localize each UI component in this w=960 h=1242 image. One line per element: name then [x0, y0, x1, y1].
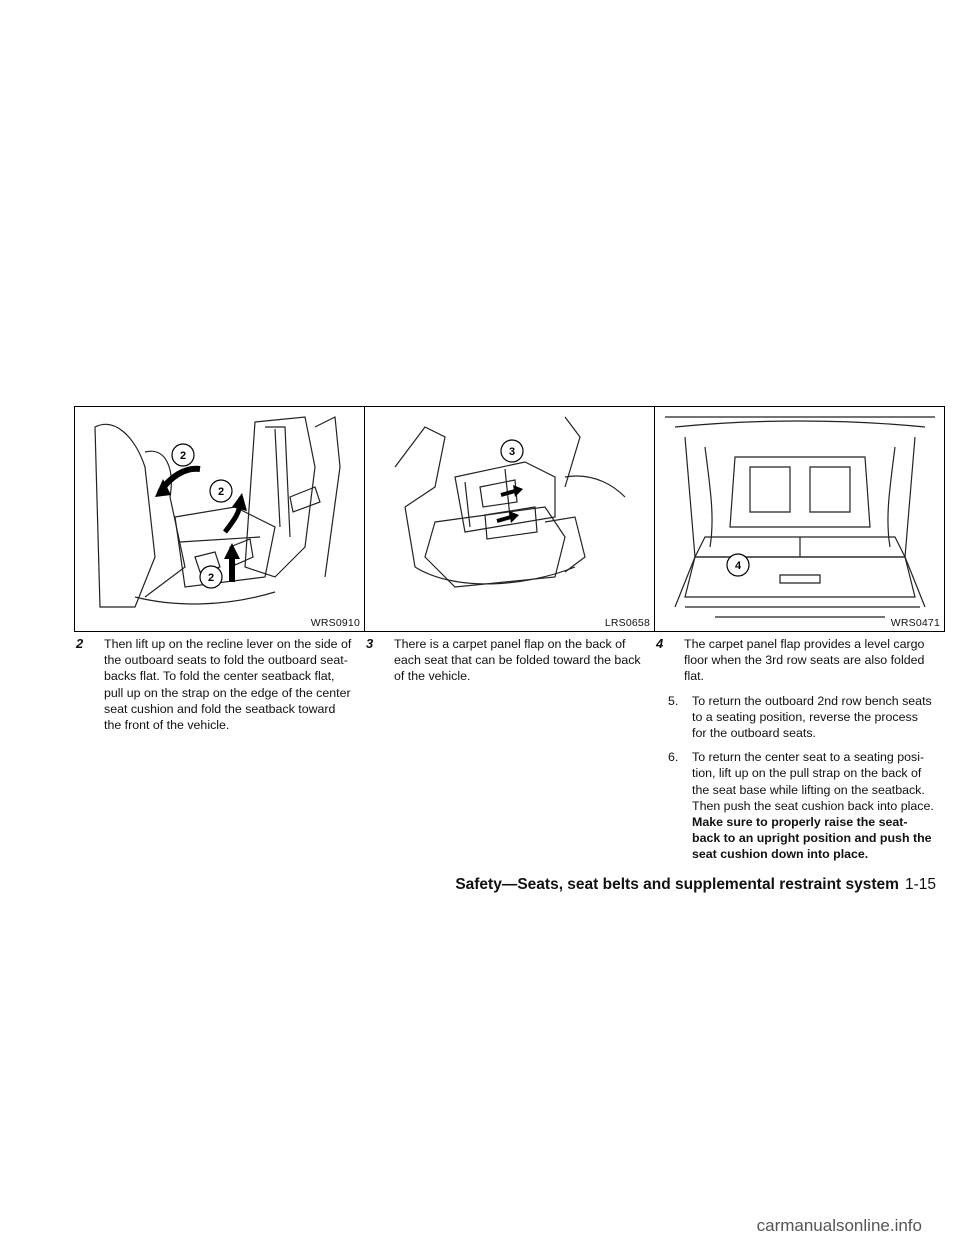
callout-2c: 2: [207, 572, 215, 584]
carpet-flap-illustration: [365, 407, 655, 632]
step-text: The carpet panel flap provides a level cargo floor when the 3rd row seats are also folded flat.: [684, 637, 925, 684]
figure-cargo-floor: [654, 406, 945, 632]
column-3: [656, 636, 934, 863]
column-1: [76, 636, 354, 733]
page-number: 1-15: [904, 876, 936, 893]
step-text: Then lift up on the recline lever on the side of the outboard seats to fold the outboard seat-backs flat. To fold the center seatback flat, pull up on the strap on the edge of the center seat cushion and fold the seatback toward the front of the vehicle.: [104, 637, 352, 733]
callout-4: 4: [734, 560, 742, 572]
section-title: Safety—Seats, seat belts and supplemental restraint system: [455, 876, 899, 893]
step-text: There is a carpet panel flap on the back of each seat that can be folded toward the back of the vehicle.: [394, 637, 641, 684]
cargo-floor-illustration: [655, 407, 945, 632]
step-number: 2: [76, 636, 84, 651]
list-text: To return the outboard 2nd row bench seats to a seating position, reverse the process for the outboard seats.: [692, 693, 932, 741]
step-number: 4: [656, 636, 664, 651]
step-item: [656, 636, 934, 685]
seat-fold-illustration: [75, 407, 365, 632]
figure-code: WRS0910: [310, 617, 360, 629]
column-2: [366, 636, 644, 685]
page-footer: [455, 876, 936, 894]
list-item: [656, 693, 934, 742]
list-number: 5.: [668, 693, 679, 708]
list-number: 6.: [668, 750, 679, 765]
figure-code: WRS0471: [890, 617, 940, 629]
list-text: To return the center seat to a seating posi-tion, lift up on the pull strap on the back of the seat base while lifting on the seatback. Then push the seat cushion back into place.: [692, 750, 934, 813]
warning-text: Make sure to properly raise the seat-back to an upright position and push the seat cushion down into place.: [692, 815, 932, 862]
callout-3: 3: [508, 446, 516, 458]
figure-code: LRS0658: [604, 617, 650, 629]
figure-seat-fold: [74, 406, 365, 632]
step-item: [76, 636, 354, 733]
callout-2b: 2: [217, 486, 225, 498]
figure-carpet-flap: [364, 406, 655, 632]
watermark: carmanualsonline.info: [756, 1216, 922, 1235]
step-number: 3: [366, 636, 374, 651]
list-item: [656, 749, 934, 862]
callout-2a: 2: [179, 450, 187, 462]
step-item: [366, 636, 644, 685]
